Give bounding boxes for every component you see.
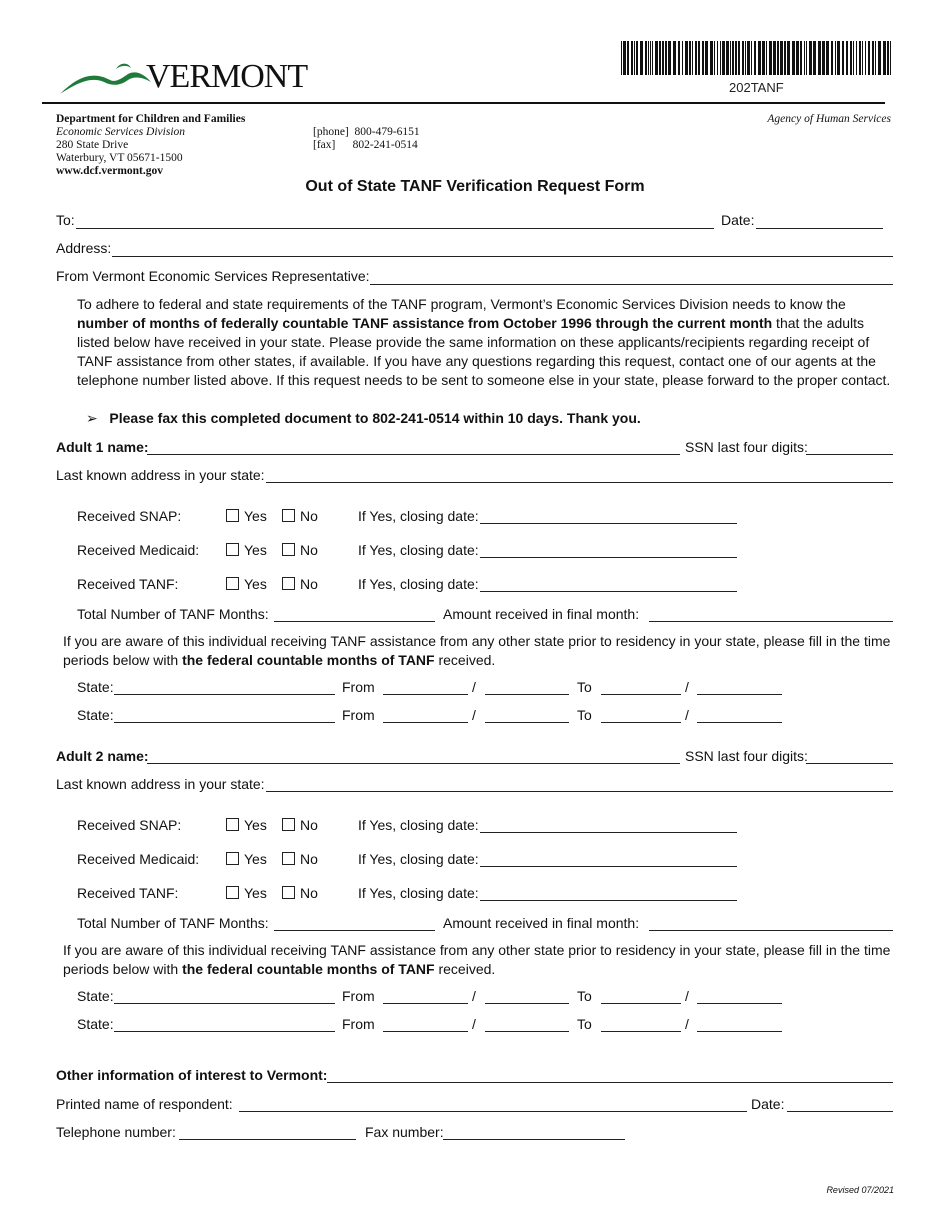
adult-1-state-row-1-to-month-field[interactable] <box>601 694 681 695</box>
department-block <box>56 113 245 178</box>
barcode-bar <box>710 41 713 75</box>
adult-1-last-address-field[interactable] <box>266 482 893 483</box>
barcode-bar <box>822 41 825 75</box>
intro-text-bold: number of months of federally countable TANF assistance from October 1996 through the current month <box>77 315 773 331</box>
adult-2-state-row-1-from-label: From <box>342 988 375 1004</box>
barcode-bar <box>837 41 840 75</box>
from-rep-label: From Vermont Economic Services Representative: <box>56 268 370 284</box>
barcode-bar <box>692 41 693 75</box>
adult-1-tanf-yes-checkbox[interactable] <box>226 575 267 593</box>
barcode-icon <box>621 41 893 75</box>
barcode-bar <box>745 41 746 75</box>
barcode-bar <box>705 41 708 75</box>
barcode-bar <box>702 41 704 75</box>
intro-text-1: To adhere to federal and state requirements of the TANF program, Vermont’s Economic Services Division needs to know the <box>77 296 846 312</box>
adult-1-total-months-label: Total Number of TANF Months: <box>77 606 269 622</box>
telephone-field[interactable] <box>179 1139 356 1140</box>
checkbox-icon <box>226 577 239 590</box>
checkbox-icon <box>282 509 295 522</box>
barcode-bar <box>627 41 629 75</box>
address-label: Address: <box>56 240 112 256</box>
adult-2-tanf-yes-checkbox[interactable] <box>226 884 267 902</box>
checkbox-icon <box>282 852 295 865</box>
barcode-bar <box>766 41 767 75</box>
intro-text-2: that the adults listed below have received in your state. Please provide the same information on these applicants/recipients regarding receipt of TANF assistance from other states, if available. If you have any questions regarding this request, contact one of our agents at the telephone number listed above. If this request needs to be sent to someone else in your state, please forward to the proper contact. <box>77 315 891 388</box>
respondent-date-label: Date: <box>751 1096 785 1112</box>
telephone-label: Telephone number: <box>56 1124 176 1140</box>
adult-1-tanf-closing-date-field[interactable] <box>480 591 737 592</box>
adult-1-medicaid-closing-date-field[interactable] <box>480 557 737 558</box>
yes-text: Yes <box>244 542 267 558</box>
checkbox-icon <box>282 577 295 590</box>
adult-2-medicaid-yes-checkbox[interactable] <box>226 850 267 868</box>
adult-2-tanf-closing-date-field[interactable] <box>480 900 737 901</box>
adult-1-snap-closing-date-field[interactable] <box>480 523 737 524</box>
adult-1-tanf-no-checkbox[interactable] <box>282 575 318 593</box>
barcode-bar <box>678 41 680 75</box>
no-text: No <box>300 817 318 833</box>
fax-number-field[interactable] <box>443 1139 625 1140</box>
adult-1-state-row-1-state-label: State: <box>77 679 114 695</box>
adult-1-state-row-1-state-field[interactable] <box>114 694 335 695</box>
adult-2-other-state-paragraph <box>63 941 893 979</box>
fax-number-label: Fax number: <box>365 1124 444 1140</box>
adult-2-state-row-2-to-label: To <box>577 1016 592 1032</box>
yes-text: Yes <box>244 885 267 901</box>
adult-2-tanf-label: Received TANF: <box>77 885 179 901</box>
adult-1-name-label: Adult 1 name: <box>56 439 149 455</box>
barcode-code: 202TANF <box>729 80 784 95</box>
adult-2-final-amount-label: Amount received in final month: <box>443 915 640 931</box>
adult-2-state-row-2-state-field[interactable] <box>114 1031 335 1032</box>
adult-1-last-address-label: Last known address in your state: <box>56 467 265 483</box>
adult-2-snap-closing-label: If Yes, closing date: <box>358 817 479 833</box>
checkbox-icon <box>282 818 295 831</box>
barcode-bar <box>777 41 779 75</box>
barcode-bar <box>878 41 881 75</box>
barcode-bar <box>652 41 653 75</box>
adult-1-snap-no-checkbox[interactable] <box>282 507 318 525</box>
other-state-text-2: received. <box>434 652 496 668</box>
from-rep-field[interactable] <box>370 284 893 285</box>
adult-2-tanf-no-checkbox[interactable] <box>282 884 318 902</box>
barcode-bar <box>695 41 697 75</box>
date-field[interactable] <box>756 228 883 229</box>
barcode-bar <box>826 41 829 75</box>
barcode-bar <box>846 41 848 75</box>
contact-block <box>313 126 420 152</box>
arrow-bullet-icon: ➢ <box>86 410 98 426</box>
respondent-date-field[interactable] <box>787 1111 893 1112</box>
barcode-bar <box>853 41 854 75</box>
adult-1-medicaid-yes-checkbox[interactable] <box>226 541 267 559</box>
barcode-bar <box>862 41 863 75</box>
adult-2-total-months-field[interactable] <box>274 930 435 931</box>
adult-2-state-row-1-to-month-field[interactable] <box>601 1003 681 1004</box>
revised-date: Revised 07/2021 <box>826 1185 894 1195</box>
barcode-bar <box>668 41 671 75</box>
adult-2-final-amount-field[interactable] <box>649 930 893 931</box>
barcode-bar <box>758 41 761 75</box>
adult-2-name-field[interactable] <box>147 763 680 764</box>
adult-1-snap-yes-checkbox[interactable] <box>226 507 267 525</box>
yes-text: Yes <box>244 817 267 833</box>
date-label: Date: <box>721 212 755 228</box>
adult-1-state-row-1-from-slash: / <box>472 679 476 695</box>
adult-2-name-label: Adult 2 name: <box>56 748 149 764</box>
adult-2-state-row-1-from-month-field[interactable] <box>383 1003 468 1004</box>
other-info-label: Other information of interest to Vermont: <box>56 1067 328 1083</box>
other-state-text-1: If you are aware of this individual receiving TANF assistance from any other state prior to residency in your state, please fill in the time periods below with <box>63 942 891 977</box>
adult-1-state-row-2-from-label: From <box>342 707 375 723</box>
barcode-bar <box>868 41 870 75</box>
adult-1-state-row-2-from-slash: / <box>472 707 476 723</box>
division-name: Economic Services Division <box>56 126 186 138</box>
adult-1-final-amount-field[interactable] <box>649 621 893 622</box>
barcode-bar <box>887 41 889 75</box>
checkbox-icon <box>282 543 295 556</box>
adult-1-medicaid-closing-label: If Yes, closing date: <box>358 542 479 558</box>
adult-1-medicaid-no-checkbox[interactable] <box>282 541 318 559</box>
adult-1-state-row-2-to-year-field[interactable] <box>697 722 782 723</box>
adult-2-state-row-2-from-year-field[interactable] <box>485 1031 569 1032</box>
adult-2-total-months-label: Total Number of TANF Months: <box>77 915 269 931</box>
adult-1-state-row-1-to-label: To <box>577 679 592 695</box>
adult-2-state-row-2-to-month-field[interactable] <box>601 1031 681 1032</box>
adult-2-medicaid-closing-date-field[interactable] <box>480 866 737 867</box>
checkbox-icon <box>226 852 239 865</box>
adult-1-state-row-2-to-label: To <box>577 707 592 723</box>
adult-2-medicaid-label: Received Medicaid: <box>77 851 200 867</box>
adult-2-state-row-1-from-slash: / <box>472 988 476 1004</box>
adult-1-name-field[interactable] <box>147 454 680 455</box>
barcode-bar <box>754 41 756 75</box>
checkbox-icon <box>282 886 295 899</box>
barcode-bar <box>787 41 790 75</box>
street-address: 280 State Drive <box>56 139 129 151</box>
barcode-bar <box>859 41 861 75</box>
other-state-text-bold: the federal countable months of TANF <box>182 652 435 668</box>
adult-1-state-row-1-to-year-field[interactable] <box>697 694 782 695</box>
checkbox-icon <box>226 509 239 522</box>
barcode-bar <box>720 41 721 75</box>
dept-name: Department for Children and Families <box>56 113 246 125</box>
barcode-bar <box>865 41 866 75</box>
barcode-bar <box>621 41 622 75</box>
barcode-bar <box>831 41 833 75</box>
address-field[interactable] <box>112 256 893 257</box>
form-title: Out of State TANF Verification Request Form <box>305 178 645 195</box>
barcode-bar <box>796 41 799 75</box>
adult-2-state-row-2-to-slash: / <box>685 1016 689 1032</box>
adult-2-ssn-field[interactable] <box>806 763 893 764</box>
yes-text: Yes <box>244 576 267 592</box>
barcode-bar <box>689 41 691 75</box>
adult-1-state-row-2-to-month-field[interactable] <box>601 722 681 723</box>
barcode-bar <box>809 41 812 75</box>
barcode-bar <box>636 41 638 75</box>
adult-1-tanf-closing-label: If Yes, closing date: <box>358 576 479 592</box>
other-state-text-bold: the federal countable months of TANF <box>182 961 435 977</box>
barcode-bar <box>698 41 700 75</box>
barcode-bar <box>655 41 658 75</box>
adult-1-state-row-1-to-slash: / <box>685 679 689 695</box>
barcode-bar <box>883 41 886 75</box>
fax-instruction <box>86 409 641 427</box>
logo-text: VERMONT <box>146 58 308 95</box>
barcode-bar <box>872 41 874 75</box>
barcode-bar <box>806 41 807 75</box>
adult-2-last-address-label: Last known address in your state: <box>56 776 265 792</box>
barcode-bar <box>732 41 734 75</box>
barcode-bar <box>751 41 752 75</box>
barcode-bar <box>673 41 676 75</box>
adult-1-medicaid-label: Received Medicaid: <box>77 542 200 558</box>
barcode <box>621 41 893 75</box>
barcode-bar <box>742 41 744 75</box>
barcode-bar <box>835 41 836 75</box>
website-link[interactable]: www.dcf.vermont.gov <box>56 165 163 177</box>
adult-1-state-row-2-to-slash: / <box>685 707 689 723</box>
adult-2-state-row-1-state-field[interactable] <box>114 1003 335 1004</box>
checkbox-icon <box>226 886 239 899</box>
adult-1-ssn-field[interactable] <box>806 454 893 455</box>
adult-2-snap-no-checkbox[interactable] <box>282 816 318 834</box>
to-label: To: <box>56 212 75 228</box>
adult-1-state-row-1-from-year-field[interactable] <box>485 694 569 695</box>
adult-2-state-row-1-from-year-field[interactable] <box>485 1003 569 1004</box>
barcode-bar <box>747 41 750 75</box>
barcode-bar <box>730 41 731 75</box>
fax-label: [fax] <box>313 139 336 151</box>
adult-2-state-row-2-from-slash: / <box>472 1016 476 1032</box>
adult-2-state-row-2-state-label: State: <box>77 1016 114 1032</box>
barcode-bar <box>659 41 661 75</box>
adult-2-state-row-2-to-year-field[interactable] <box>697 1031 782 1032</box>
barcode-bar <box>645 41 647 75</box>
barcode-bar <box>890 41 891 75</box>
adult-1-ssn-label: SSN last four digits: <box>685 439 808 455</box>
adult-1-tanf-label: Received TANF: <box>77 576 179 592</box>
barcode-bar <box>818 41 821 75</box>
adult-1-state-row-2-state-field[interactable] <box>114 722 335 723</box>
agency-name: Agency of Human Services <box>767 113 891 125</box>
barcode-bar <box>682 41 683 75</box>
other-state-text-1: If you are aware of this individual receiving TANF assistance from any other state prior to residency in your state, please fill in the time periods below with <box>63 633 891 668</box>
barcode-bar <box>792 41 795 75</box>
barcode-bar <box>773 41 776 75</box>
barcode-bar <box>842 41 844 75</box>
to-field[interactable] <box>76 228 714 229</box>
barcode-bar <box>714 41 715 75</box>
barcode-bar <box>784 41 786 75</box>
adult-1-snap-label: Received SNAP: <box>77 508 182 524</box>
other-info-field[interactable] <box>327 1082 893 1083</box>
no-text: No <box>300 542 318 558</box>
no-text: No <box>300 576 318 592</box>
adult-2-medicaid-closing-label: If Yes, closing date: <box>358 851 479 867</box>
adult-2-state-row-1-to-label: To <box>577 988 592 1004</box>
adult-2-last-address-field[interactable] <box>266 791 893 792</box>
no-text: No <box>300 851 318 867</box>
barcode-bar <box>780 41 783 75</box>
barcode-bar <box>685 41 688 75</box>
adult-1-final-amount-label: Amount received in final month: <box>443 606 640 622</box>
mountain-logo-icon <box>58 60 153 96</box>
checkbox-icon <box>226 543 239 556</box>
checkbox-icon <box>226 818 239 831</box>
adult-1-state-row-2-from-year-field[interactable] <box>485 722 569 723</box>
barcode-bar <box>634 41 635 75</box>
barcode-bar <box>640 41 643 75</box>
barcode-bar <box>665 41 667 75</box>
printed-name-label: Printed name of respondent: <box>56 1096 233 1112</box>
adult-1-snap-closing-label: If Yes, closing date: <box>358 508 479 524</box>
barcode-bar <box>850 41 852 75</box>
yes-text: Yes <box>244 508 267 524</box>
fax-number-header: 802-241-0514 <box>352 139 418 151</box>
no-text: No <box>300 508 318 524</box>
adult-1-total-months-field[interactable] <box>274 621 435 622</box>
phone-label: [phone] <box>313 126 349 138</box>
yes-text: Yes <box>244 851 267 867</box>
printed-name-field[interactable] <box>239 1111 747 1112</box>
adult-2-snap-yes-checkbox[interactable] <box>226 816 267 834</box>
intro-paragraph <box>77 295 892 390</box>
barcode-bar <box>762 41 765 75</box>
adult-2-snap-closing-date-field[interactable] <box>480 832 737 833</box>
barcode-bar <box>623 41 626 75</box>
barcode-bar <box>856 41 857 75</box>
adult-2-ssn-label: SSN last four digits: <box>685 748 808 764</box>
phone-number: 800-479-6151 <box>354 126 420 138</box>
fax-instruction-text: Please fax this completed document to 802-241-0514 within 10 days. Thank you. <box>109 410 641 426</box>
adult-2-state-row-1-state-label: State: <box>77 988 114 1004</box>
barcode-bar <box>769 41 772 75</box>
barcode-bar <box>662 41 664 75</box>
barcode-bar <box>717 41 718 75</box>
adult-1-state-row-2-from-month-field[interactable] <box>383 722 468 723</box>
adult-2-state-row-1-to-slash: / <box>685 988 689 1004</box>
barcode-bar <box>722 41 725 75</box>
barcode-bar <box>738 41 740 75</box>
barcode-bar <box>648 41 649 75</box>
adult-1-other-state-paragraph <box>63 632 893 670</box>
barcode-bar <box>875 41 876 75</box>
city-address: Waterbury, VT 05671-1500 <box>56 152 183 164</box>
vermont-logo <box>58 58 308 98</box>
no-text: No <box>300 885 318 901</box>
adult-2-medicaid-no-checkbox[interactable] <box>282 850 318 868</box>
adult-2-state-row-2-from-label: From <box>342 1016 375 1032</box>
barcode-bar <box>813 41 816 75</box>
adult-2-state-row-1-to-year-field[interactable] <box>697 1003 782 1004</box>
barcode-bar <box>726 41 729 75</box>
header-divider <box>42 102 885 104</box>
adult-1-state-row-2-state-label: State: <box>77 707 114 723</box>
barcode-bar <box>804 41 805 75</box>
adult-2-state-row-2-from-month-field[interactable] <box>383 1031 468 1032</box>
barcode-bar <box>800 41 802 75</box>
barcode-bar <box>631 41 633 75</box>
barcode-bar <box>650 41 651 75</box>
adult-2-tanf-closing-label: If Yes, closing date: <box>358 885 479 901</box>
adult-1-state-row-1-from-month-field[interactable] <box>383 694 468 695</box>
adult-2-snap-label: Received SNAP: <box>77 817 182 833</box>
other-state-text-2: received. <box>434 961 496 977</box>
barcode-bar <box>735 41 737 75</box>
adult-1-state-row-1-from-label: From <box>342 679 375 695</box>
